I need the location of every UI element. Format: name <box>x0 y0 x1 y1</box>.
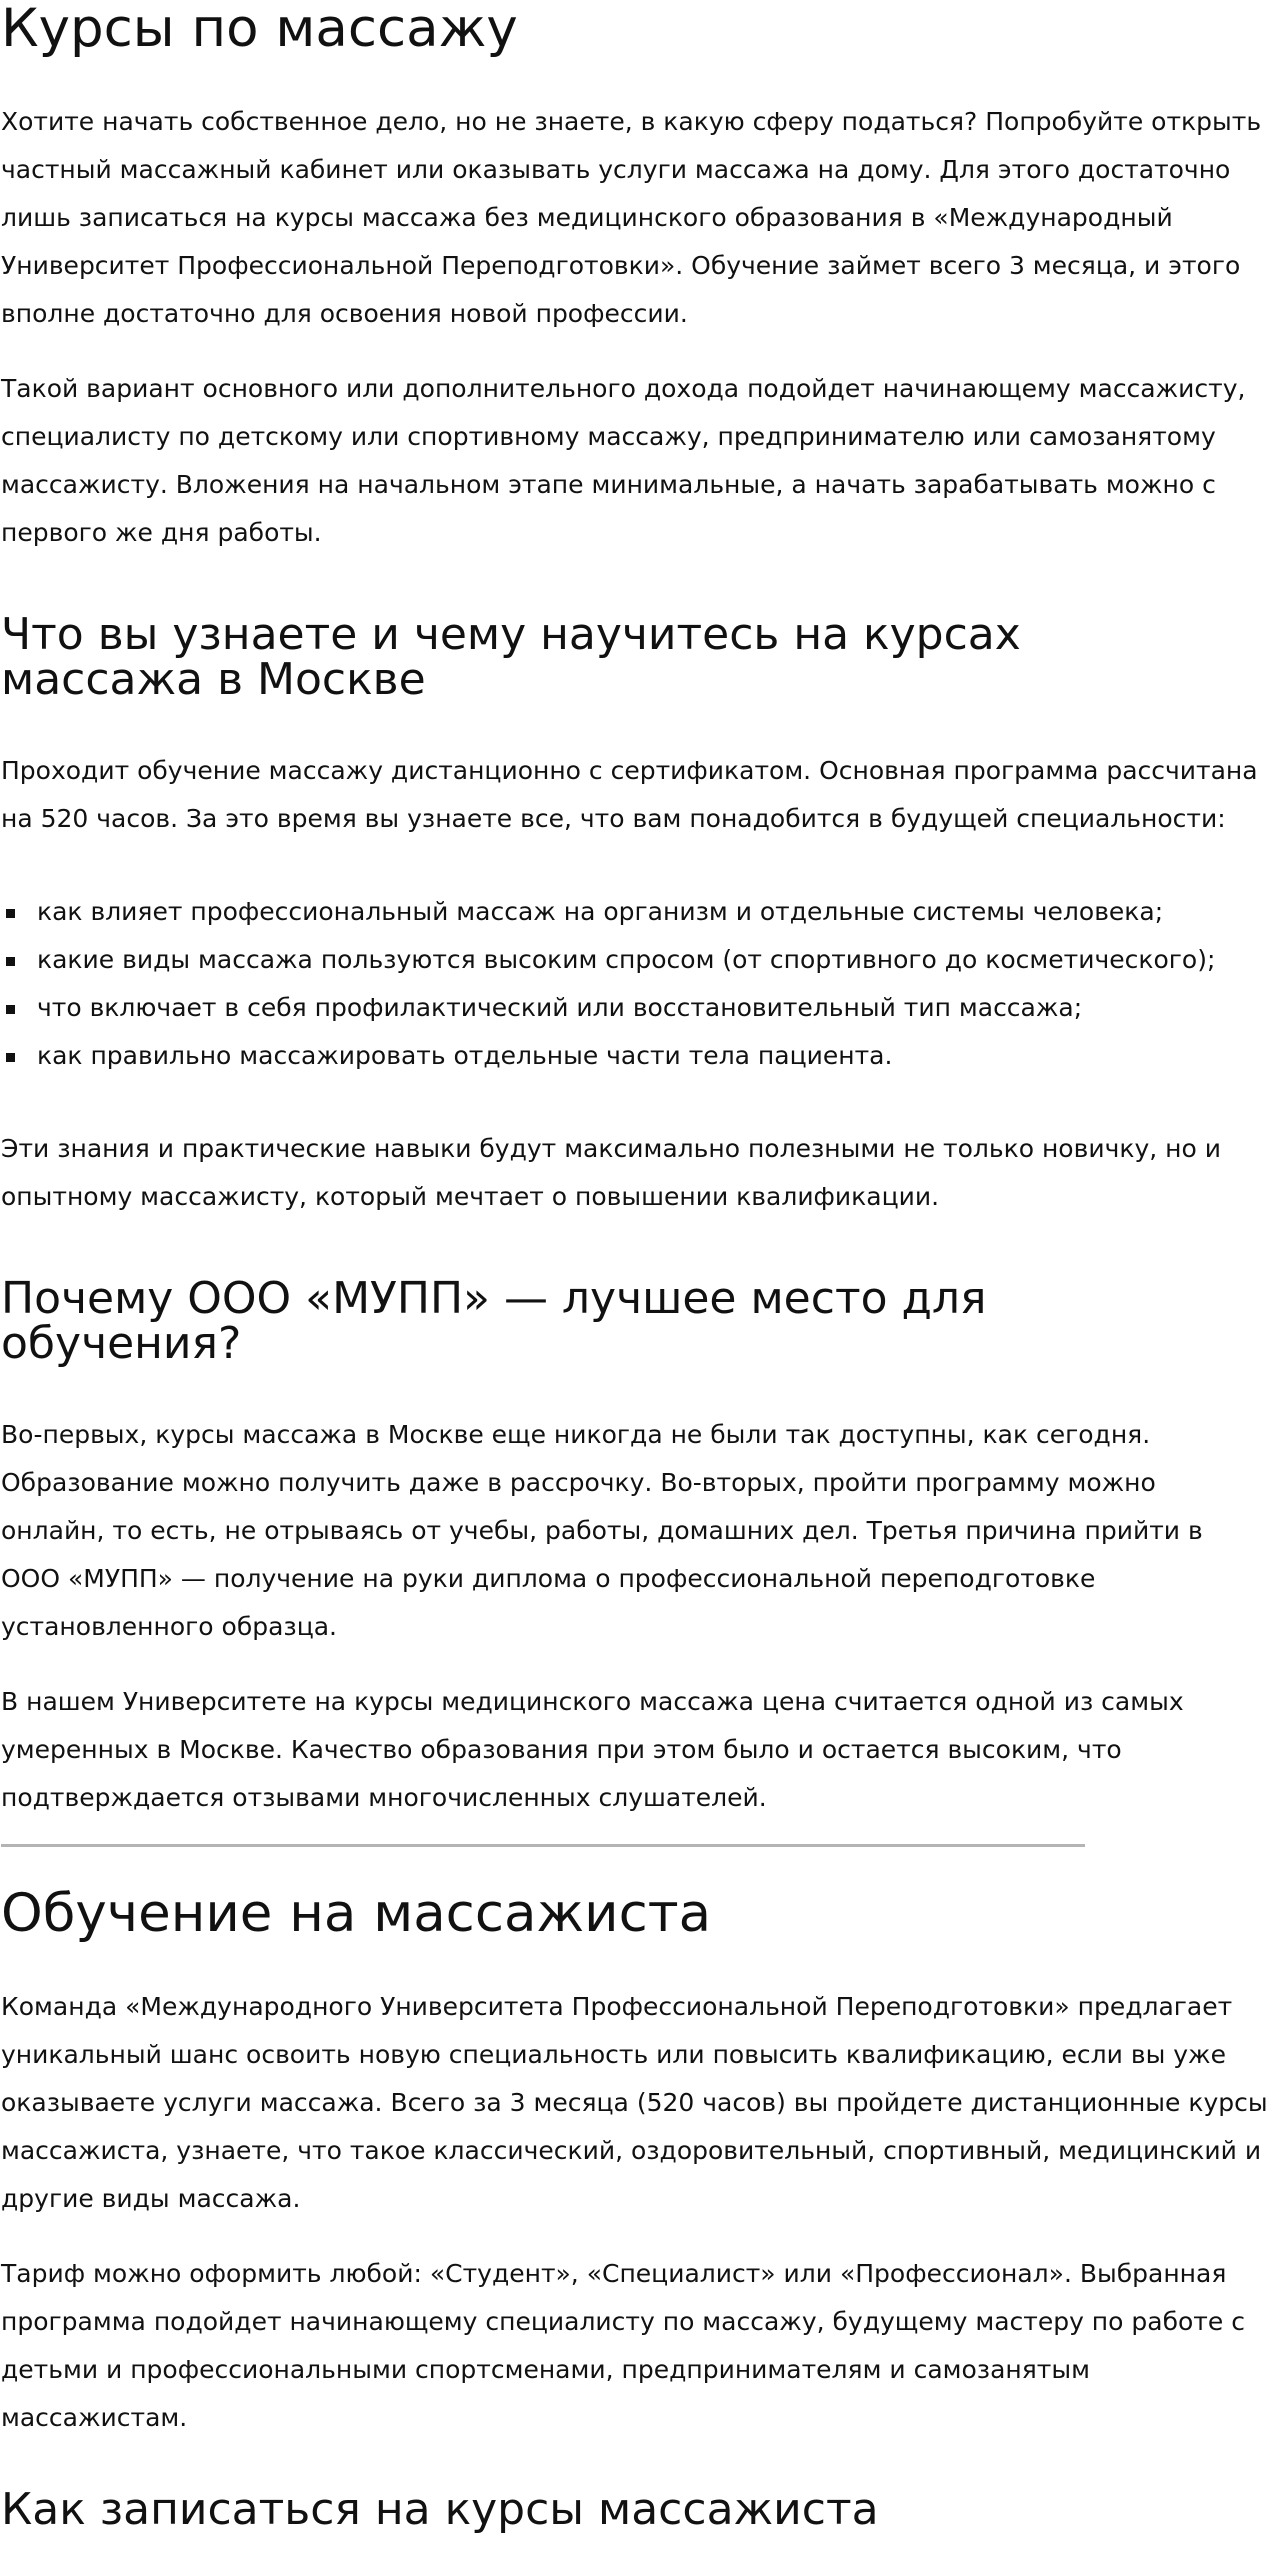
section-title-training: Обучение на массажиста <box>1 1883 712 1944</box>
list-item: что включает в себя профилактический или восстановительный тип массажа; <box>1 984 1270 1032</box>
section-divider <box>1 1844 1085 1847</box>
section-heading-learn: Что вы узнаете и чему научитесь на курсах массажа в Москве <box>1 609 1021 705</box>
why-paragraph-1: Во-первых, курсы массажа в Москве еще никогда не были так доступны, как сегодня. Образование можно получить даже в рассрочку. Во-вторых, пройти программу можно онлайн, то есть, не отрываясь от учебы, работы, домашних дел. Третья причина прийти в ООО «МУПП» — получение на руки диплома о профессиональной переподготовке установленного образца. <box>1 1420 1203 1641</box>
training-paragraph-1: Команда «Международного Университета Профессиональной Переподготовки» предлагает уникальный шанс освоить новую специальность или повысить квалификацию, если вы уже оказываете услуги массажа. Всего за 3 месяца (520 часов) вы пройдете дистанционные курсы массажиста, узнаете, что такое классический, оздоровительный, спортивный, медицинский и другие виды массажа. <box>1 1992 1268 2213</box>
list-item: как влияет профессиональный массаж на организм и отдельные системы человека; <box>1 888 1270 936</box>
section-heading-enroll: Как записаться на курсы массажиста <box>1 2484 879 2535</box>
page-title: Курсы по массажу <box>1 0 518 59</box>
intro-paragraph-1: Хотите начать собственное дело, но не знаете, в какую сферу податься? Попробуйте открыть частный массажный кабинет или оказывать услуги массажа на дому. Для этого достаточно лишь записаться на курсы массажа без медицинского образования в «Международный Университет Профессиональной Переподготовки». Обучение займет всего 3 месяца, и этого вполне достаточно для освоения новой профессии. <box>1 107 1262 328</box>
list-item: как правильно массажировать отдельные части тела пациента. <box>1 1032 1270 1080</box>
section-heading-why: Почему ООО «МУПП» — лучшее место для обучения? <box>1 1273 987 1369</box>
list-item: какие виды массажа пользуются высоким спросом (от спортивного до косметического); <box>1 936 1270 984</box>
learn-outro-paragraph: Эти знания и практические навыки будут максимально полезными не только новичку, но и опытному массажисту, который мечтает о повышении квалификации. <box>1 1134 1221 1211</box>
learn-list <box>1 888 1270 1080</box>
intro-paragraph-2: Такой вариант основного или дополнительного дохода подойдет начинающему массажисту, специалисту по детскому или спортивному массажу, предпринимателю или самозанятому массажисту. Вложения на начальном этапе минимальные, а начать зарабатывать можно с первого же дня работы. <box>1 374 1246 547</box>
learn-paragraph: Проходит обучение массажу дистанционно с сертификатом. Основная программа рассчитана на 520 часов. За это время вы узнаете все, что вам понадобится в будущей специальности: <box>1 756 1258 833</box>
training-paragraph-2: Тариф можно оформить любой: «Студент», «Специалист» или «Профессионал». Выбранная программа подойдет начинающему специалисту по массажу, будущему мастеру по работе с детьми и профессиональными спортсменами, предпринимателям и самозанятым массажистам. <box>1 2259 1245 2432</box>
why-paragraph-2: В нашем Университете на курсы медицинского массажа цена считается одной из самых умеренных в Москве. Качество образования при этом было и остается высоким, что подтверждается отзывами многочисленных слушателей. <box>1 1687 1184 1812</box>
